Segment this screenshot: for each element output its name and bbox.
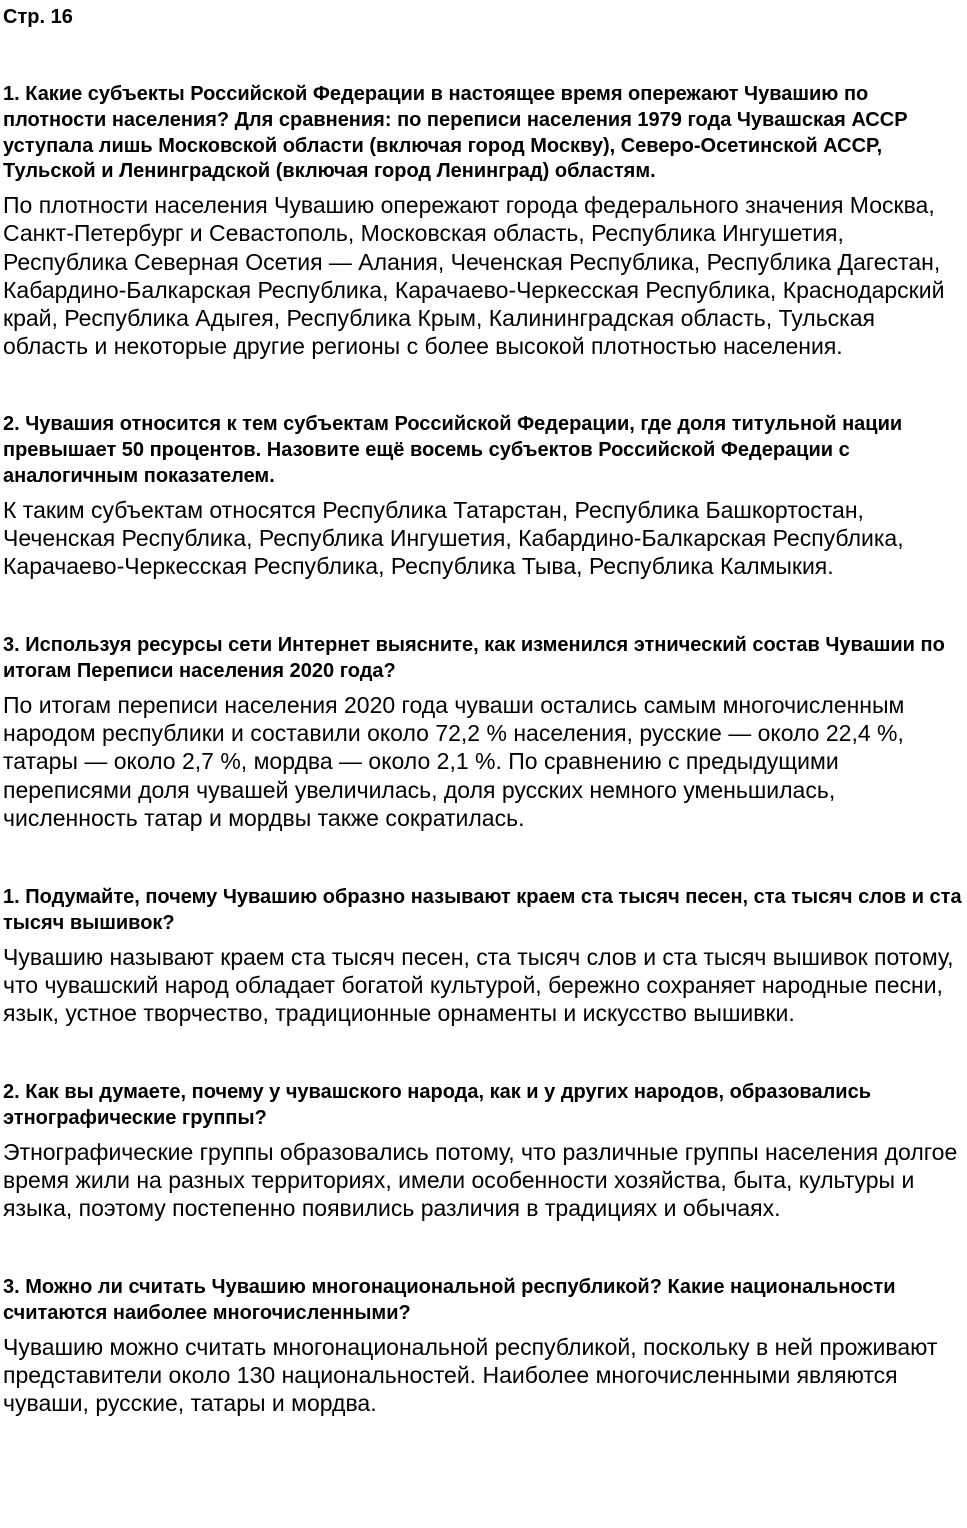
answer-text: Этнографические группы образовались потому, что различные группы населения долгое время жили на разных территориях, имели особенности хозяйства, быта, культуры и языка, поэтому постепенно появились различия в традициях и обычаях. (3, 1138, 958, 1222)
qa-block-2 (3, 412, 963, 580)
answer-text: По итогам переписи населения 2020 года чуваши остались самым многочисленным народом республики и составили около 72,2 % населения, русские — около 22,4 %, татары — около 2,7 %, мордва — около 2,1 %. По сравнению с предыдущими переписями доля чувашей увеличилась, доля русских немного уменьшилась, численность татар и мордвы также сократилась. (3, 692, 905, 831)
question-text: 1. Подумайте, почему Чувашию образно называют краем ста тысяч песен, ста тысяч слов и ста тысяч вышивок? (3, 886, 962, 934)
answer-text: Чувашию называют краем ста тысяч песен, ста тысяч слов и ста тысяч вышивок потому, что чувашский народ обладает богатой культурой, бережно сохраняет народные песни, язык, устное творчество, традиционные орнаменты и искусство вышивки. (3, 943, 954, 1027)
qa-block-3 (3, 633, 963, 832)
qa-block-6 (3, 1275, 963, 1417)
question-text: 2. Как вы думаете, почему у чувашского народа, как и у других народов, образовались этнографические группы? (3, 1081, 871, 1130)
answer-text: Чувашию можно считать многонациональной республикой, поскольку в ней проживают представители около 130 национальностей. Наиболее многочисленными являются чуваши, русские, татары и мордва. (3, 1334, 938, 1417)
question-text: 1. Какие субъекты Российской Федерации в настоящее время опережают Чувашию по плотности населения? Для сравнения: по переписи населения 1979 года Чувашская АССР уступала лишь Московской области (включая город Москву), Северо-Осетинской АССР, Тульской и Ленинградской (включая город Ленинград) областям. (3, 83, 908, 183)
question-text: 3. Используя ресурсы сети Интернет выясните, как изменился этнический состав Чувашии по итогам Переписи населения 2020 года? (3, 634, 945, 683)
qa-block-1 (3, 82, 963, 360)
question-text: 2. Чувашия относится к тем субъектам Российской Федерации, где доля титульной нации превышает 50 процентов. Назовите ещё восемь субъектов Российской Федерации с аналогичным показателем. (3, 413, 903, 487)
answer-text: По плотности населения Чувашию опережают города федерального значения Москва, Санкт-Петербург и Севастополь, Московская область, Республика Ингушетия, Республика Северная Осетия — Алания, Чеченская Республика, Республика Дагестан, Кабардино-Балкарская Республика, Карачаево-Черкесская Республика, Краснодарский край, Республика Адыгея, Республика Крым, Калининградская область, Тульская область и некоторые другие регионы с более высокой плотностью населения. (3, 192, 945, 360)
answer-text: К таким субъектам относятся Республика Татарстан, Республика Башкортостан, Чеченская Республика, Республика Ингушетия, Кабардино-Балкарская Республика, Карачаево-Черкесская Республика, Республика Тыва, Республика Калмыкия. (3, 496, 904, 580)
qa-block-5 (3, 1080, 963, 1222)
question-text: 3. Можно ли считать Чувашию многонациональной республикой? Какие национальности считаются наиболее многочисленными? (3, 1276, 896, 1325)
qa-block-4 (3, 885, 963, 1027)
page-label: Стр. 16 (3, 6, 73, 28)
